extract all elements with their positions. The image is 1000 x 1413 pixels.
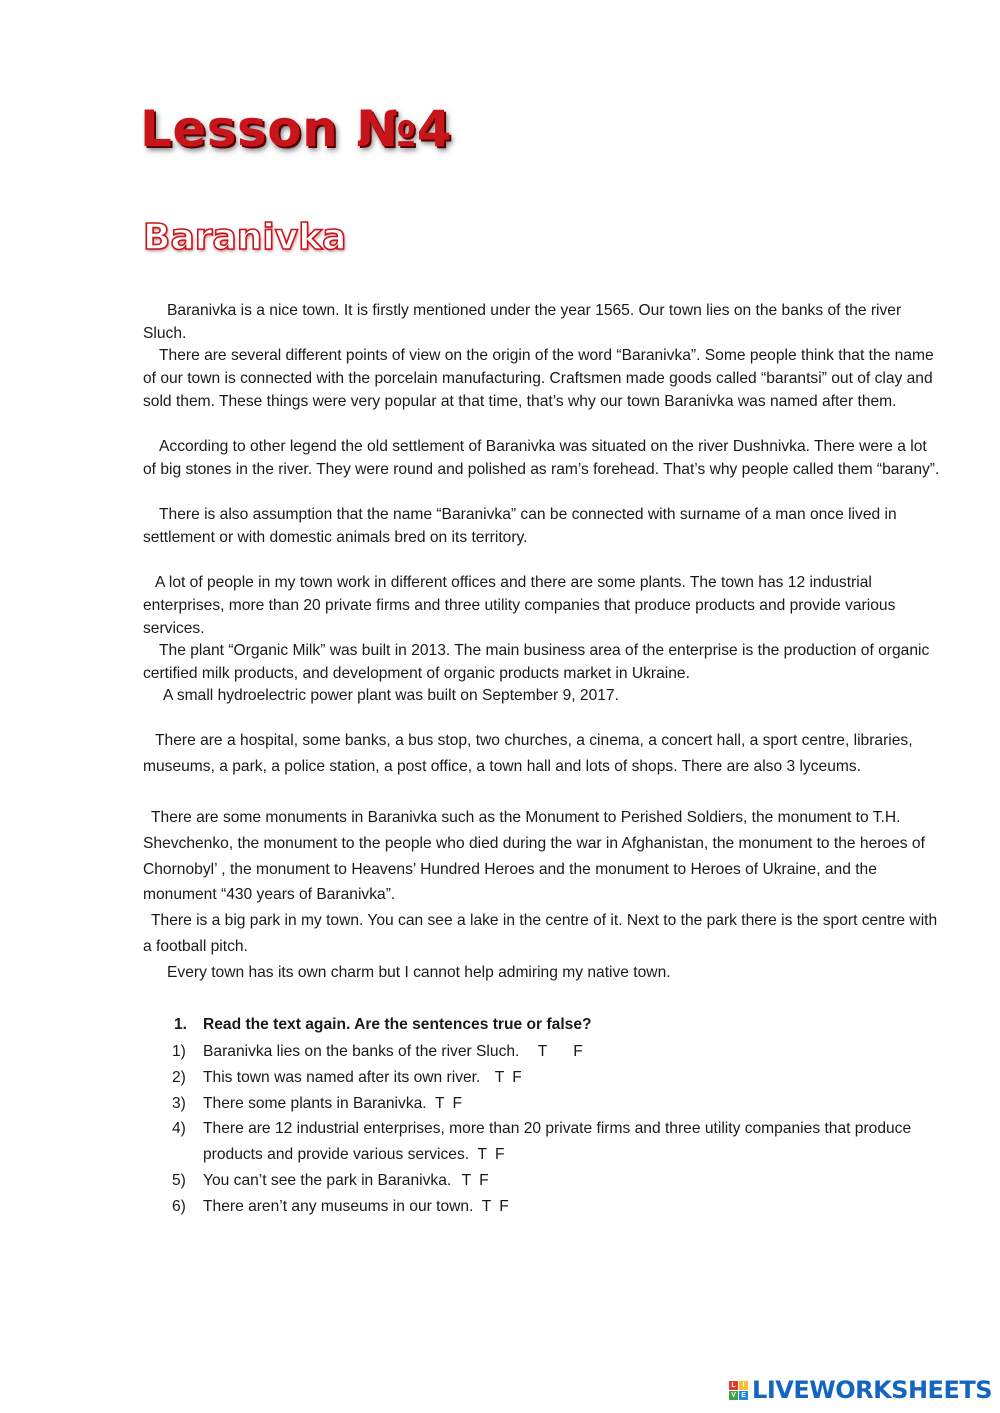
question-text: This town was named after its own river. [203, 1068, 481, 1086]
paragraph-origin: There are several different points of view on the origin of the word “Baranivka”. Some people think that the name of our town is connected with the porcelain manufacturing. Craftsmen made goods called “barantsi” out of clay and sold them. These things were very popular at that time, that’s why our town Baranivka was named after them. [143, 347, 934, 410]
true-option[interactable]: T [461, 1171, 472, 1189]
question-item: 3) There some plants in Baranivka. T F [172, 1094, 463, 1112]
question-item: 5) You can’t see the park in Baranivka. T F [172, 1171, 489, 1189]
true-false-exercise [143, 1014, 933, 1220]
question-text: Baranivka lies on the banks of the river Sluch. [203, 1043, 520, 1060]
logo-mark-icon: L I V E [729, 1381, 748, 1400]
paragraph-conclusion: Every town has its own charm but I cannot help admiring my native town. [167, 964, 671, 981]
paragraph-intro: Baranivka is a nice town. It is firstly mentioned under the year 1565. Our town lies on the banks of the river Sluch. [143, 302, 902, 342]
paragraph-industry: A lot of people in my town work in different offices and there are some plants. The town has 12 industrial enterprises, more than 20 private firms and three utility companies that produce products and provide various services. [143, 574, 896, 637]
question-text: There are 12 industrial enterprises, more than 20 private firms and three utility companies that produce products and provide various services. [203, 1120, 912, 1164]
false-option[interactable]: F [452, 1094, 463, 1112]
liveworksheets-logo[interactable] [729, 1375, 992, 1405]
true-option[interactable]: T [477, 1146, 487, 1164]
question-item: 6) There aren’t any museums in our town. T F [172, 1197, 509, 1215]
question-text: You can’t see the park in Baranivka. [203, 1171, 452, 1189]
question-text: There some plants in Baranivka. [203, 1094, 427, 1112]
true-option[interactable]: T [434, 1094, 445, 1112]
paragraph-monuments: There are some monuments in Baranivka such as the Monument to Perished Soldiers, the monument to T.H. Shevchenko, the monument to the people who died during the war in Afghanistan, the monument to the heroes of Chornobyl’ , the monument to Heavens’ Hundred Heroes and the monument to Heroes of Ukraine, and the monument “430 years of Baranivka”. [143, 809, 925, 904]
paragraph-park: There is a big park in my town. You can see a lake in the centre of it. Next to the park there is the sport centre with a football pitch. [143, 912, 938, 955]
false-option[interactable]: F [512, 1068, 522, 1086]
lesson-title: Lesson №4 [140, 100, 453, 158]
exercise-number: 1. [174, 1016, 188, 1033]
false-option[interactable]: F [479, 1171, 489, 1189]
paragraph-organic-milk: The plant “Organic Milk” was built in 2013. The main business area of the enterprise is the production of organic certified milk products, and development of organic products market in Ukraine. [143, 642, 930, 682]
paragraph-assumption: There is also assumption that the name “Baranivka” can be connected with surname of a man once lived in settlement or with domestic animals bred on its territory. [143, 506, 897, 546]
paragraph-legend: According to other legend the old settlement of Baranivka was situated on the river Dushnivka. There were a lot of big stones in the river. They were round and polished as ram’s forehead. That’s why people called them “barany”. [143, 438, 940, 478]
false-option[interactable]: F [494, 1146, 505, 1164]
question-item: 1) Baranivka lies on the banks of the river Sluch. T F [172, 1043, 583, 1060]
question-item: 4) There are 12 industrial enterprises, more than 20 private firms and three utility companies that produce products and provide various services. T F [172, 1120, 912, 1164]
false-option[interactable]: F [499, 1197, 509, 1215]
paragraph-power-plant: A small hydroelectric power plant was built on September 9, 2017. [163, 687, 619, 704]
paragraph-places: There are a hospital, some banks, a bus stop, two churches, a cinema, a concert hall, a sport centre, libraries, museums, a park, a police station, a post office, a town hall and lots of shops. There are also 3 lyceums. [143, 732, 913, 775]
true-option[interactable]: T [537, 1043, 548, 1060]
logo-text: LIVEWORKSHEETS [752, 1376, 992, 1404]
exercise-heading [143, 1014, 933, 1039]
topic-title: Baranivka [143, 217, 347, 258]
question-text: There aren’t any museums in our town. [203, 1197, 474, 1215]
true-option[interactable]: T [494, 1068, 505, 1086]
true-option[interactable]: T [481, 1197, 492, 1215]
exercise-instruction: Read the text again. Are the sentences true or false? [203, 1016, 592, 1033]
question-item: 2) This town was named after its own river. T F [172, 1068, 522, 1086]
false-option[interactable]: F [573, 1043, 583, 1060]
